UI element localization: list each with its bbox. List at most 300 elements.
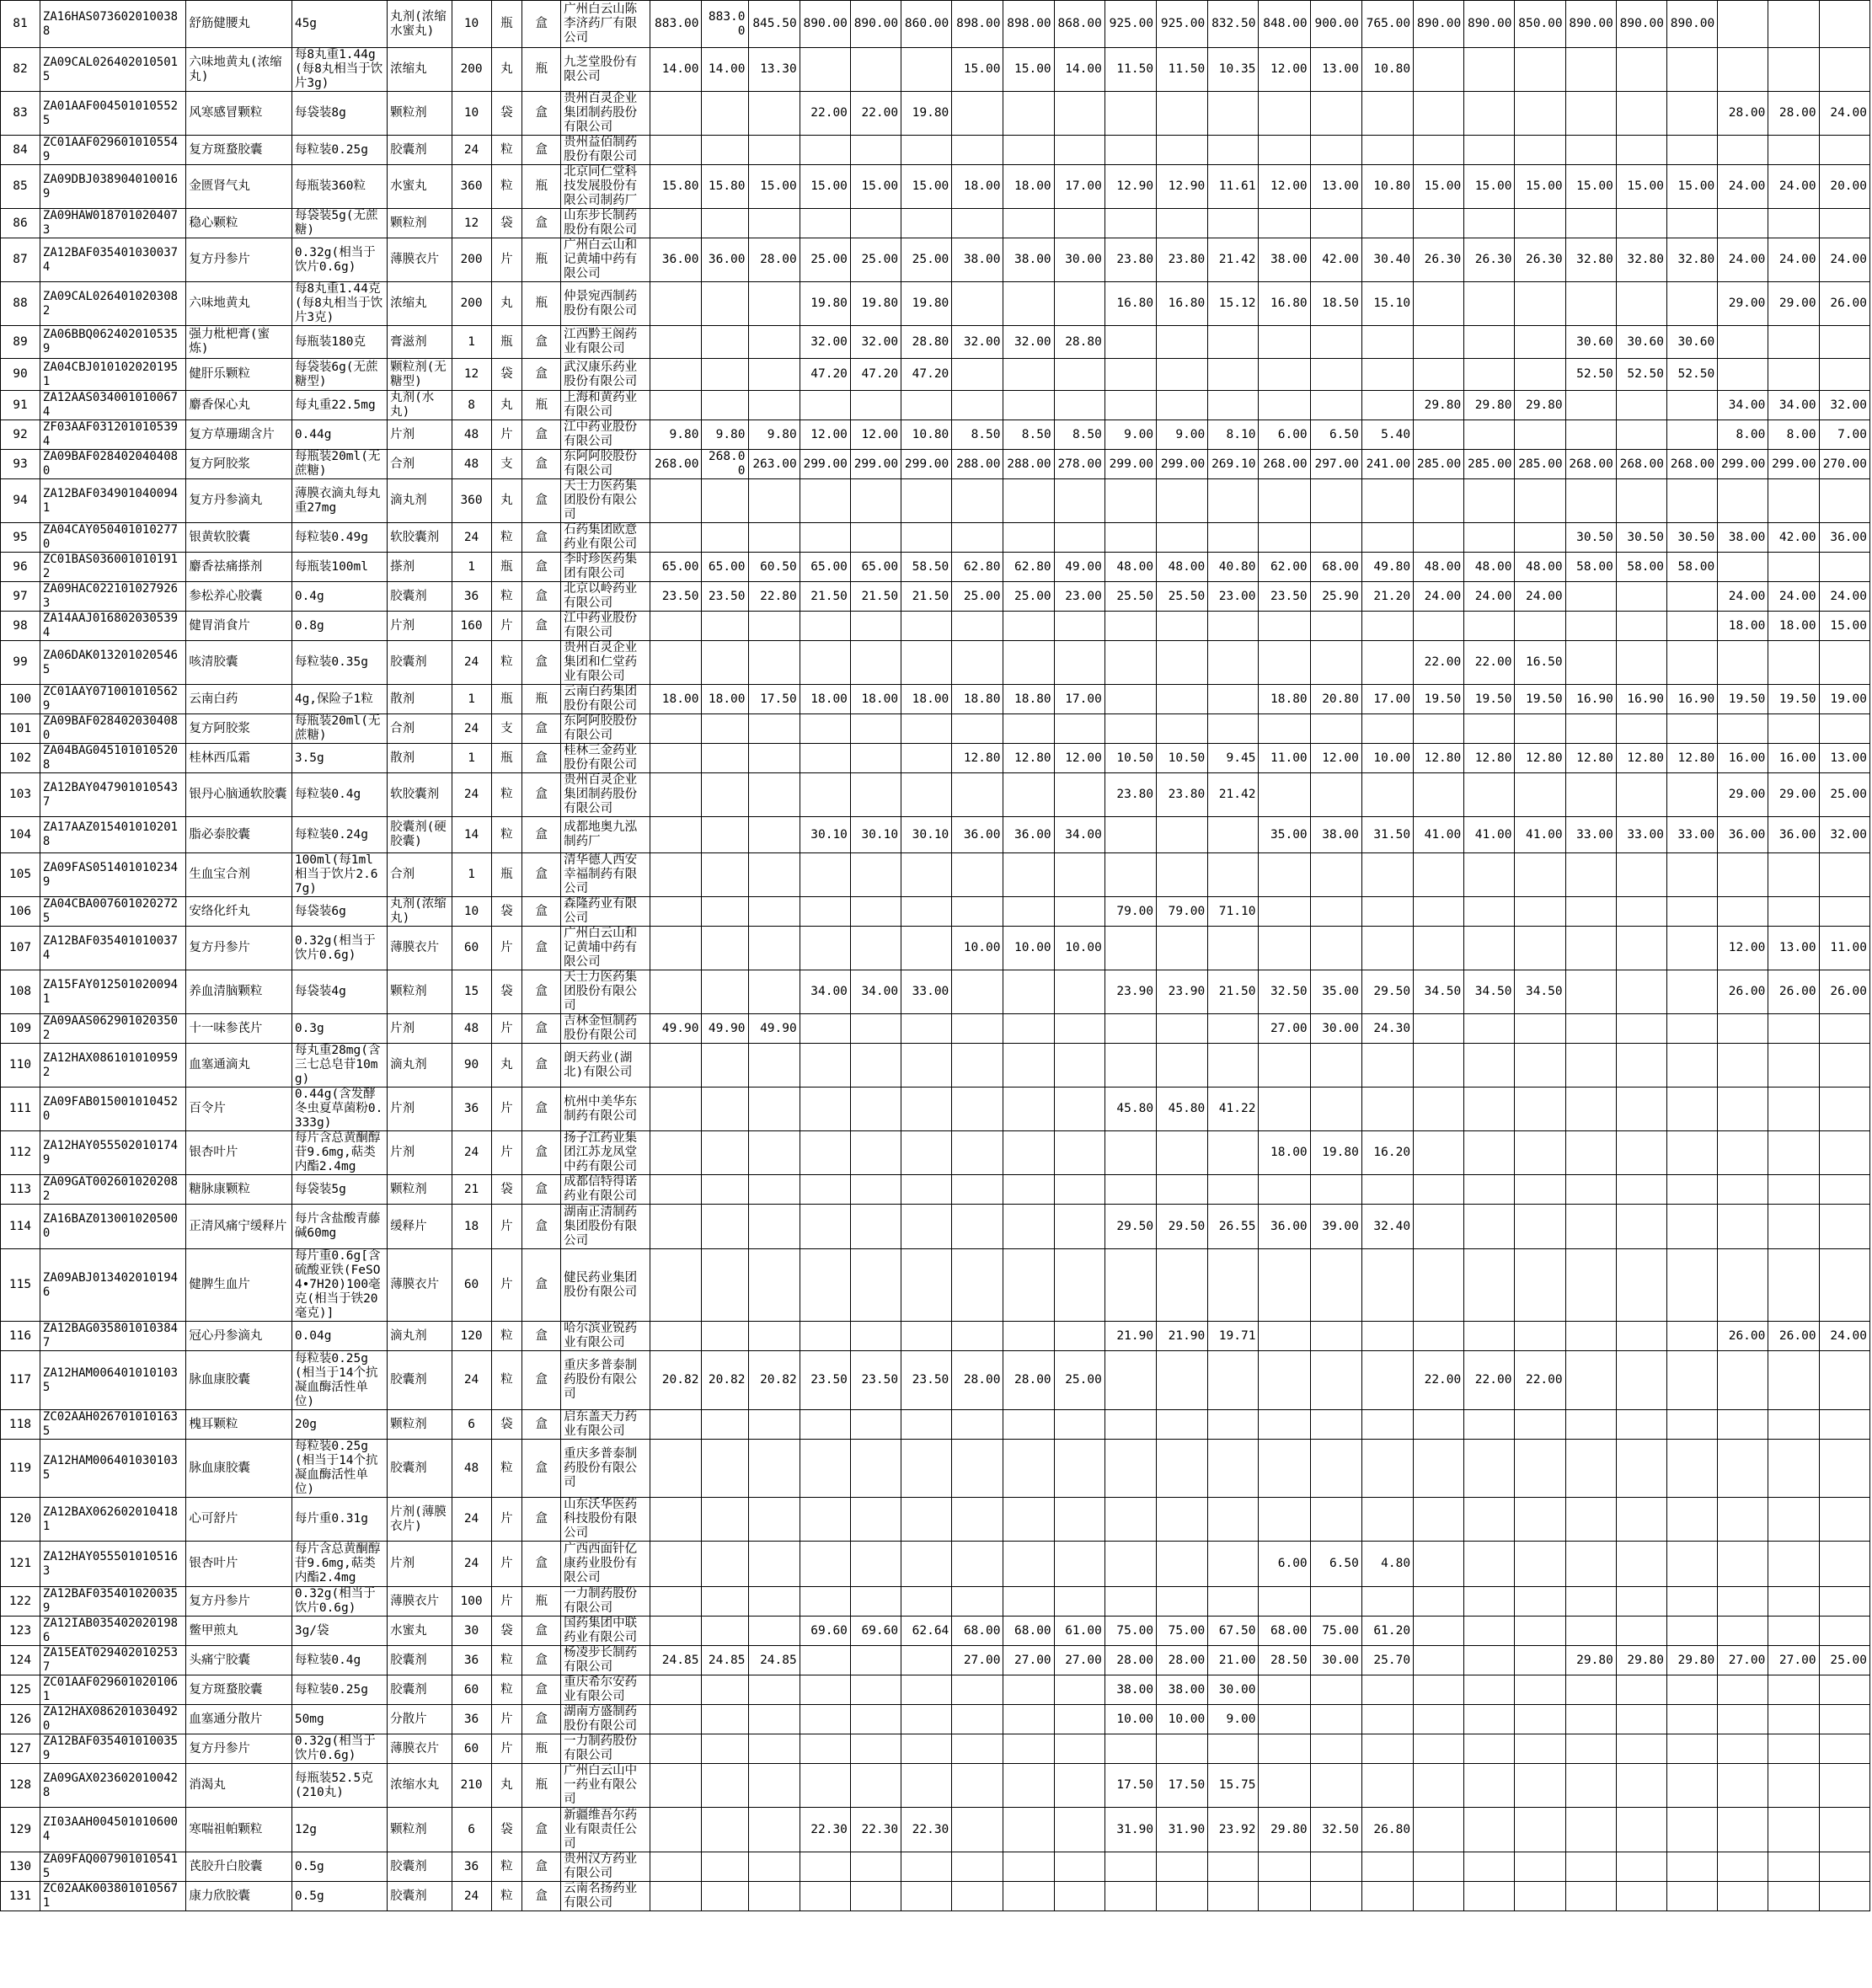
price-cell (952, 1410, 1003, 1440)
drug-spec: 每片含总黄酮醇苷9.6mg,萜类内酯2.4mg (291, 1542, 387, 1587)
price-cell (1718, 209, 1768, 238)
price-cell (1414, 359, 1464, 391)
price-cell (1565, 714, 1616, 744)
price-cell (1361, 1498, 1413, 1542)
drug-name: 正清风痛宁缓释片 (186, 1205, 291, 1249)
drug-code: ZA09HAC0221010279263 (40, 582, 185, 612)
table-row (1, 1351, 1870, 1410)
price-cell (1310, 1764, 1361, 1808)
price-cell: 15.80 (702, 165, 748, 209)
dosage-form: 膏滋剂 (388, 326, 452, 359)
price-cell: 16.20 (1361, 1131, 1413, 1175)
price-cell: 12.00 (1310, 744, 1361, 773)
price-cell: 24.00 (1515, 582, 1565, 612)
price-cell (1208, 359, 1259, 391)
price-cell (1667, 1044, 1718, 1088)
price-cell: 10.00 (1104, 1705, 1156, 1734)
price-cell (650, 817, 702, 853)
price-cell: 38.00 (1310, 817, 1361, 853)
package-unit: 瓶 (522, 1764, 561, 1808)
price-cell (901, 1131, 952, 1175)
package-unit: 盒 (522, 1675, 561, 1705)
price-cell (952, 1322, 1003, 1351)
manufacturer: 贵州百灵企业集团制药股份有限公司 (561, 92, 650, 136)
price-cell (850, 612, 901, 641)
dosage-form: 缓释片 (388, 1205, 452, 1249)
price-cell (1464, 523, 1515, 553)
price-cell: 49.80 (1361, 553, 1413, 582)
price-cell (1565, 1014, 1616, 1044)
price-cell (1515, 1249, 1565, 1322)
price-cell (1003, 479, 1054, 523)
price-cell (650, 1322, 702, 1351)
price-cell: 79.00 (1104, 897, 1156, 927)
price-cell (1819, 1542, 1869, 1587)
price-cell (1157, 391, 1208, 420)
table-row (1, 1131, 1870, 1175)
manufacturer: 北京以岭药业有限公司 (561, 582, 650, 612)
price-cell (1515, 773, 1565, 817)
price-cell (1819, 1440, 1869, 1498)
price-cell (1310, 1705, 1361, 1734)
price-cell: 30.10 (800, 817, 850, 853)
price-cell: 79.00 (1157, 897, 1208, 927)
drug-code: ZA09BAF0284020404080 (40, 450, 185, 479)
price-cell (1157, 1410, 1208, 1440)
price-cell: 16.80 (1259, 282, 1310, 326)
price-cell (1667, 641, 1718, 685)
price-cell (1157, 326, 1208, 359)
package-unit: 盒 (522, 326, 561, 359)
price-cell (1414, 209, 1464, 238)
price-cell (1768, 714, 1819, 744)
price-cell: 30.00 (1310, 1014, 1361, 1044)
price-cell (1003, 773, 1054, 817)
price-cell (850, 714, 901, 744)
price-cell (850, 1542, 901, 1587)
row-number: 121 (1, 1542, 40, 1587)
manufacturer: 贵州百灵企业集团和仁堂药业有限公司 (561, 641, 650, 685)
row-number: 92 (1, 420, 40, 450)
price-cell (1616, 1882, 1666, 1911)
drug-name: 消渴丸 (186, 1764, 291, 1808)
price-cell (800, 773, 850, 817)
price-cell (800, 897, 850, 927)
price-cell (1003, 1675, 1054, 1705)
price-cell: 263.00 (748, 450, 800, 479)
price-cell (702, 1882, 748, 1911)
manufacturer: 哈尔滨业锐药业有限公司 (561, 1322, 650, 1351)
manufacturer: 新疆维吾尔药业有限责任公司 (561, 1808, 650, 1852)
price-cell: 23.50 (702, 582, 748, 612)
price-cell (1361, 1675, 1413, 1705)
price-cell (1003, 1882, 1054, 1911)
price-cell (1768, 1882, 1819, 1911)
drug-code: ZA04BAG0451010105208 (40, 744, 185, 773)
price-cell (901, 1322, 952, 1351)
price-cell (952, 1014, 1003, 1044)
price-cell (1464, 1852, 1515, 1882)
price-cell (1819, 1249, 1869, 1322)
price-cell: 12.80 (1616, 744, 1666, 773)
price-cell (1718, 1734, 1768, 1764)
price-cell: 23.80 (1104, 238, 1156, 282)
drug-name: 心可舒片 (186, 1498, 291, 1542)
drug-code: ZA04CBJ0101020201951 (40, 359, 185, 391)
price-cell (1768, 1205, 1819, 1249)
price-cell (1003, 1808, 1054, 1852)
package-unit: 瓶 (522, 165, 561, 209)
price-cell (1003, 1440, 1054, 1498)
price-cell: 925.00 (1157, 1, 1208, 48)
dosage-form: 颗粒剂 (388, 92, 452, 136)
price-cell (1104, 479, 1156, 523)
package-unit: 盒 (522, 92, 561, 136)
price-cell (1515, 1175, 1565, 1205)
package-unit: 盒 (522, 1440, 561, 1498)
price-cell: 58.00 (1565, 553, 1616, 582)
price-cell (1515, 1088, 1565, 1131)
unit: 片 (491, 927, 522, 970)
price-cell (1515, 1044, 1565, 1088)
price-cell (1768, 209, 1819, 238)
price-cell (748, 1808, 800, 1852)
price-cell (1768, 1175, 1819, 1205)
price-cell: 11.50 (1157, 48, 1208, 92)
drug-spec: 0.32g(相当于饮片0.6g) (291, 1734, 387, 1764)
drug-name: 安络化纤丸 (186, 897, 291, 927)
price-cell: 6.00 (1259, 420, 1310, 450)
drug-spec: 每片含总黄酮醇苷9.6mg,萜类内酯2.4mg (291, 1131, 387, 1175)
drug-spec: 每丸重28mg(含三七总皂苷10mg) (291, 1044, 387, 1088)
price-cell (1768, 1587, 1819, 1617)
price-cell (1414, 1014, 1464, 1044)
drug-code: ZA12HAM0064010101035 (40, 1351, 185, 1410)
price-cell (1157, 1175, 1208, 1205)
price-cell (1768, 1131, 1819, 1175)
price-cell: 18.80 (1259, 685, 1310, 714)
price-cell: 11.61 (1208, 165, 1259, 209)
price-cell (1259, 1764, 1310, 1808)
drug-code: ZA06BBQ0624020105359 (40, 326, 185, 359)
price-cell: 890.00 (800, 1, 850, 48)
price-cell: 29.80 (1414, 391, 1464, 420)
price-cell: 27.00 (1768, 1646, 1819, 1675)
price-cell (901, 1044, 952, 1088)
pack-quantity: 210 (452, 1764, 491, 1808)
price-cell (800, 744, 850, 773)
price-cell (800, 1542, 850, 1587)
price-cell (1208, 927, 1259, 970)
price-cell (850, 927, 901, 970)
table-row (1, 1175, 1870, 1205)
price-cell (1361, 479, 1413, 523)
price-cell (1565, 420, 1616, 450)
package-unit: 盒 (522, 359, 561, 391)
drug-spec: 每粒装0.25g(相当于14个抗凝血酶活性单位) (291, 1440, 387, 1498)
price-cell: 850.00 (1515, 1, 1565, 48)
manufacturer: 广州白云山陈李济药厂有限公司 (561, 1, 650, 48)
package-unit: 盒 (522, 641, 561, 685)
table-row (1, 970, 1870, 1014)
price-cell: 8.00 (1768, 420, 1819, 450)
price-cell: 12.80 (1414, 744, 1464, 773)
price-cell: 28.00 (952, 1351, 1003, 1410)
price-cell: 10.00 (1003, 927, 1054, 970)
price-cell (901, 744, 952, 773)
drug-spec: 0.8g (291, 612, 387, 641)
drug-spec: 每粒装0.25g (291, 136, 387, 165)
manufacturer: 贵州百灵企业集团制药股份有限公司 (561, 773, 650, 817)
price-cell (1667, 773, 1718, 817)
price-cell (1718, 1587, 1768, 1617)
manufacturer: 一力制药股份有限公司 (561, 1587, 650, 1617)
price-cell (1310, 1852, 1361, 1882)
dosage-form: 薄膜衣片 (388, 927, 452, 970)
price-cell (1054, 1322, 1104, 1351)
drug-code: ZA12AAS0340010100674 (40, 391, 185, 420)
manufacturer: 石药集团欧意药业有限公司 (561, 523, 650, 553)
price-cell (1104, 714, 1156, 744)
price-cell (952, 853, 1003, 897)
price-cell (1361, 1440, 1413, 1498)
price-cell (748, 1205, 800, 1249)
drug-code: ZC01AAY0710010105629 (40, 685, 185, 714)
manufacturer: 李时珍医药集团有限公司 (561, 553, 650, 582)
price-cell (1361, 1044, 1413, 1088)
price-cell: 30.00 (1310, 1646, 1361, 1675)
price-cell (1464, 773, 1515, 817)
price-cell (1208, 1542, 1259, 1587)
manufacturer: 杨凌步长制药有限公司 (561, 1646, 650, 1675)
dosage-form: 胶囊剂 (388, 1646, 452, 1675)
price-cell (1464, 1014, 1515, 1044)
price-cell (1565, 391, 1616, 420)
price-cell (1259, 1044, 1310, 1088)
unit: 粒 (491, 817, 522, 853)
manufacturer: 东阿阿胶股份有限公司 (561, 714, 650, 744)
price-cell (800, 612, 850, 641)
pack-quantity: 48 (452, 450, 491, 479)
manufacturer: 成都地奥九泓制药厂 (561, 817, 650, 853)
price-cell: 28.80 (901, 326, 952, 359)
drug-name: 六味地黄丸(浓缩丸) (186, 48, 291, 92)
price-cell (1515, 92, 1565, 136)
price-cell (952, 1808, 1003, 1852)
price-cell (1718, 359, 1768, 391)
price-cell (952, 1044, 1003, 1088)
price-cell (1515, 479, 1565, 523)
price-cell (1104, 641, 1156, 685)
price-cell: 65.00 (702, 553, 748, 582)
price-cell (702, 1617, 748, 1646)
dosage-form: 颗粒剂 (388, 1808, 452, 1852)
pack-quantity: 360 (452, 165, 491, 209)
price-cell (650, 1044, 702, 1088)
drug-code: ZC01AAF0296010105549 (40, 136, 185, 165)
price-cell (1515, 136, 1565, 165)
price-cell: 28.50 (1259, 1646, 1310, 1675)
package-unit: 盒 (522, 1131, 561, 1175)
drug-code: ZA14AAJ0168020305394 (40, 612, 185, 641)
price-cell (1616, 136, 1666, 165)
unit: 粒 (491, 1882, 522, 1911)
price-cell: 30.50 (1616, 523, 1666, 553)
price-cell (1003, 1131, 1054, 1175)
price-cell: 18.50 (1310, 282, 1361, 326)
drug-name: 舒筋健腰丸 (186, 1, 291, 48)
price-cell: 12.00 (1259, 48, 1310, 92)
table-row (1, 817, 1870, 853)
price-cell (702, 1131, 748, 1175)
price-cell (850, 1882, 901, 1911)
price-cell (850, 523, 901, 553)
price-cell (1464, 1808, 1515, 1852)
price-cell (1616, 1734, 1666, 1764)
price-cell (952, 773, 1003, 817)
price-cell (650, 853, 702, 897)
price-cell (1310, 1440, 1361, 1498)
price-cell: 10.35 (1208, 48, 1259, 92)
unit: 袋 (491, 1175, 522, 1205)
package-unit: 盒 (522, 714, 561, 744)
price-cell (1310, 1351, 1361, 1410)
price-cell (702, 359, 748, 391)
price-cell (650, 136, 702, 165)
pack-quantity: 120 (452, 1322, 491, 1351)
price-cell (952, 1542, 1003, 1587)
package-unit: 盒 (522, 136, 561, 165)
price-cell (1157, 641, 1208, 685)
pack-quantity: 24 (452, 1542, 491, 1587)
price-cell (1054, 1734, 1104, 1764)
price-cell: 52.50 (1616, 359, 1666, 391)
dosage-form: 浓缩丸 (388, 282, 452, 326)
row-number: 120 (1, 1498, 40, 1542)
price-cell (702, 209, 748, 238)
price-cell: 34.00 (800, 970, 850, 1014)
price-cell (1003, 714, 1054, 744)
price-cell (1718, 1, 1768, 48)
price-cell: 20.00 (1819, 165, 1869, 209)
price-cell (1768, 48, 1819, 92)
price-cell (1003, 970, 1054, 1014)
price-cell: 32.00 (850, 326, 901, 359)
table-row (1, 853, 1870, 897)
price-cell (1361, 1249, 1413, 1322)
drug-code: ZA09FAS0514010102349 (40, 853, 185, 897)
price-cell (748, 1249, 800, 1322)
unit: 粒 (491, 1675, 522, 1705)
price-cell (1515, 1014, 1565, 1044)
price-cell: 34.50 (1515, 970, 1565, 1014)
table-row (1, 1088, 1870, 1131)
price-cell (1616, 897, 1666, 927)
drug-name: 复方阿胶浆 (186, 714, 291, 744)
price-cell (1768, 641, 1819, 685)
dosage-form: 片剂 (388, 1542, 452, 1587)
price-cell: 15.80 (650, 165, 702, 209)
price-cell (1259, 1440, 1310, 1498)
drug-name: 血塞通分散片 (186, 1705, 291, 1734)
table-row (1, 1322, 1870, 1351)
price-cell (1157, 927, 1208, 970)
drug-spec: 0.04g (291, 1322, 387, 1351)
price-cell: 848.00 (1259, 1, 1310, 48)
price-cell: 26.00 (1768, 970, 1819, 1014)
price-cell (800, 523, 850, 553)
price-cell (748, 1542, 800, 1587)
price-cell (1414, 897, 1464, 927)
price-cell (1667, 479, 1718, 523)
price-cell: 8.50 (952, 420, 1003, 450)
price-cell: 10.00 (1054, 927, 1104, 970)
drug-code: ZA09AAS0629010203502 (40, 1014, 185, 1044)
price-cell: 17.50 (1104, 1764, 1156, 1808)
price-cell: 36.00 (702, 238, 748, 282)
price-cell: 16.80 (1157, 282, 1208, 326)
price-cell (1515, 359, 1565, 391)
package-unit: 盒 (522, 817, 561, 853)
dosage-form: 薄膜衣片 (388, 1734, 452, 1764)
price-cell (1768, 1, 1819, 48)
price-cell: 32.80 (1565, 238, 1616, 282)
price-cell: 49.90 (650, 1014, 702, 1044)
table-row (1, 391, 1870, 420)
price-cell (1310, 1675, 1361, 1705)
price-cell: 15.00 (1616, 165, 1666, 209)
price-cell (650, 523, 702, 553)
price-cell: 12.00 (800, 420, 850, 450)
price-cell: 25.00 (850, 238, 901, 282)
price-cell: 845.50 (748, 1, 800, 48)
unit: 粒 (491, 773, 522, 817)
price-cell (1208, 1587, 1259, 1617)
price-cell (800, 1205, 850, 1249)
price-cell (1768, 1808, 1819, 1852)
price-cell (1616, 479, 1666, 523)
price-cell (1157, 1882, 1208, 1911)
price-cell: 23.50 (1259, 582, 1310, 612)
pack-quantity: 60 (452, 927, 491, 970)
price-cell (952, 1764, 1003, 1808)
price-cell (1003, 209, 1054, 238)
price-cell (1104, 1044, 1156, 1088)
price-cell (901, 391, 952, 420)
dosage-form: 薄膜衣片 (388, 1587, 452, 1617)
unit: 粒 (491, 1852, 522, 1882)
price-cell (1259, 1498, 1310, 1542)
drug-code: ZA12BAF0354010100374 (40, 927, 185, 970)
price-cell (702, 326, 748, 359)
price-cell (1259, 136, 1310, 165)
price-cell (1464, 209, 1515, 238)
price-cell: 29.50 (1157, 1205, 1208, 1249)
price-cell (1414, 1175, 1464, 1205)
price-cell (800, 209, 850, 238)
package-unit: 瓶 (522, 685, 561, 714)
price-cell: 26.30 (1414, 238, 1464, 282)
price-cell (748, 1175, 800, 1205)
price-cell (1208, 714, 1259, 744)
pack-quantity: 60 (452, 1675, 491, 1705)
price-cell (1464, 92, 1515, 136)
price-cell (1565, 1131, 1616, 1175)
price-cell (1718, 1014, 1768, 1044)
drug-name: 十一味参芪片 (186, 1014, 291, 1044)
unit: 片 (491, 1249, 522, 1322)
manufacturer: 湖南方盛制药股份有限公司 (561, 1705, 650, 1734)
